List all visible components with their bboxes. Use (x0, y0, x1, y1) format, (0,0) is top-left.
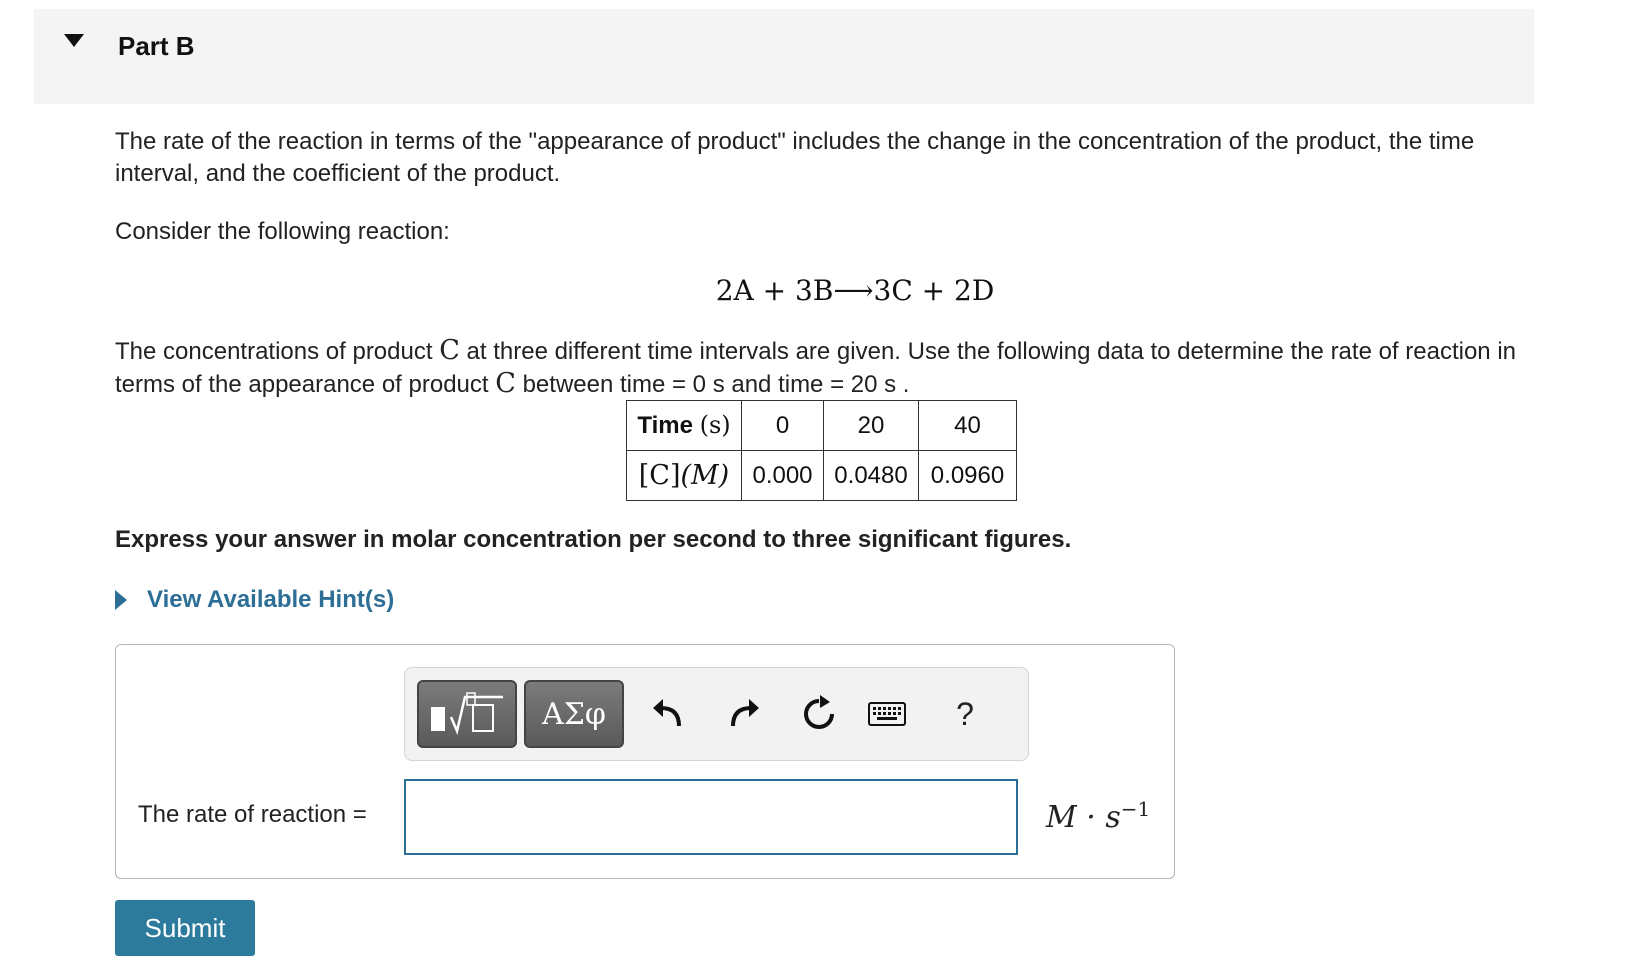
answer-box (115, 644, 1175, 879)
question-text-pre: The concentrations of product (115, 338, 440, 365)
undo-icon[interactable] (645, 692, 689, 736)
concentration-table (626, 400, 1017, 501)
templates-icon (427, 691, 507, 737)
answer-label: The rate of reaction = (138, 801, 367, 828)
part-header (34, 9, 1534, 104)
table-cell: 20 (824, 401, 919, 451)
question-paragraph (115, 335, 1555, 401)
product-symbol: C (439, 335, 460, 366)
math-toolbar (404, 667, 1029, 761)
table-row (627, 401, 1017, 451)
time-header: Time (s) (627, 401, 742, 451)
product-symbol: C (495, 368, 516, 399)
answer-input[interactable] (404, 779, 1018, 855)
part-title: Part B (118, 31, 195, 61)
submit-button[interactable]: Submit (115, 900, 255, 956)
keyboard-icon[interactable] (865, 692, 909, 736)
greek-symbols-button[interactable]: ΑΣφ (524, 680, 624, 748)
reset-icon[interactable] (797, 692, 841, 736)
answer-unit: $M \cdot s^{-1}$ (1046, 797, 1151, 835)
reaction-equation: 2A + 3B⟶3C + 2D (715, 274, 995, 307)
intro-paragraph: The rate of the reaction in terms of the "appearance of product" includes the change in the concentration of the product, the time interval, and the coefficient of the product. (115, 128, 1475, 187)
table-cell: 0.000 (742, 451, 824, 501)
consider-text: Consider the following reaction: (115, 218, 450, 245)
concentration-header: [C](M) (627, 451, 742, 501)
view-hints-link[interactable] (115, 586, 394, 614)
table-row (627, 451, 1017, 501)
answer-instruction: Express your answer in molar concentration per second to three significant figures. (115, 526, 1072, 553)
table-cell: 40 (919, 401, 1017, 451)
question-text-post: between time = 0 s and time = 20 s . (515, 371, 910, 398)
collapse-triangle-icon[interactable] (62, 31, 86, 49)
table-cell: 0 (742, 401, 824, 451)
redo-icon[interactable] (723, 692, 767, 736)
caret-right-icon (115, 590, 127, 610)
templates-button[interactable] (417, 680, 517, 748)
hint-label: View Available Hint(s) (147, 586, 395, 613)
table-cell: 0.0960 (919, 451, 1017, 501)
help-button[interactable]: ? (956, 695, 974, 732)
question-text-mid: at three different time intervals are given. Use the following data to determine the rate of reaction in terms of the appearance of product (115, 338, 1516, 398)
table-cell: 0.0480 (824, 451, 919, 501)
